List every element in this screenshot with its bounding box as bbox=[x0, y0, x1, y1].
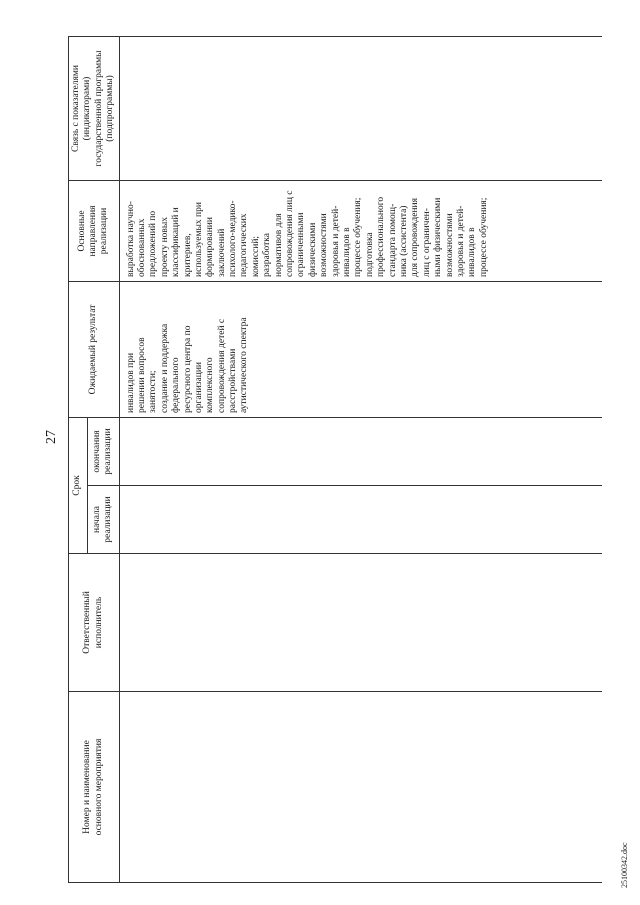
header-executor: Ответственный исполнитель bbox=[69, 554, 120, 692]
header-indicators-link: Связь с показателями (индикаторами) государственной программы (подпрограммы) bbox=[69, 36, 120, 180]
activities-table bbox=[68, 36, 602, 883]
header-term: Срок bbox=[69, 417, 88, 553]
cell-indicators-link bbox=[119, 36, 602, 180]
cell-activity bbox=[119, 692, 602, 883]
header-activity: Номер и наименование основного мероприятия bbox=[69, 692, 120, 883]
rotated-page-content bbox=[68, 37, 608, 883]
header-row-1 bbox=[69, 36, 88, 882]
file-reference: 25100342.doc bbox=[620, 842, 629, 888]
header-expected-result: Ожидаемый результат bbox=[69, 281, 120, 417]
cell-executor bbox=[119, 554, 602, 692]
page-number: 27 bbox=[44, 430, 59, 444]
main-directions-text: выработка научно- обоснованных предложений по проекту новых классификаций и критериев, используемых при формировании заключений психолого-медико- педагогических комиссий; разработка нормативов для сопровождения лиц с ограниченными физическими возможностями здоровья и детей- инвалидов в процессе обучения; подготовка профессионального стандарта помощ- ника (ассистента) для сопровождения лиц с ограничен- ными физическими возможностями здоровья и детей- инвалидов в процессе обучения; bbox=[125, 190, 489, 277]
header-start: начала реализации bbox=[87, 486, 119, 554]
table-row bbox=[119, 36, 602, 882]
cell-end bbox=[119, 417, 602, 485]
cell-expected-result bbox=[119, 281, 602, 417]
cell-start bbox=[119, 486, 602, 554]
cell-main-directions bbox=[119, 180, 602, 281]
header-main-directions: Основные направления реализации bbox=[69, 180, 120, 281]
expected-result-text: инвалидов при решении вопросов занятости; создание и поддержка федерального ресурсного центра по организации комплексного сопровождения детей с расстройствами аутистического спектра bbox=[125, 317, 250, 413]
header-end: окончания реализации bbox=[87, 417, 119, 485]
